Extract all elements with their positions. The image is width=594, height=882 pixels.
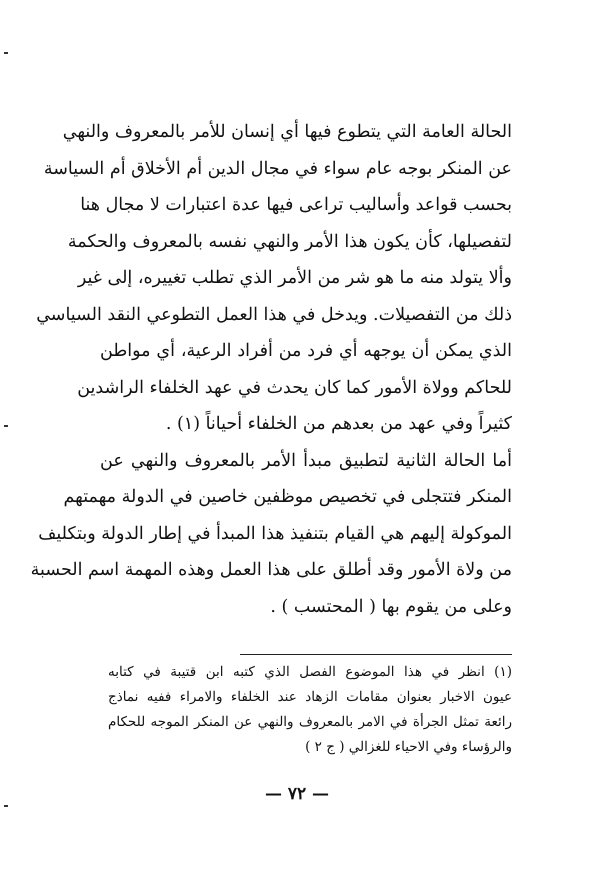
text-line: لتفصيلها، كأن يكون هذا الأمر والنهي نفسه بالمعروف والحكمة xyxy=(67,231,512,252)
text-line: بحسب قواعد وأساليب تراعى فيها عدة اعتبارات لا مجال هنا xyxy=(80,195,512,215)
text-line: ذلك من التفصيلات. ويدخل في هذا العمل التطوعي النقد السياسي xyxy=(36,304,512,325)
text-line: الموكولة إليهم هي القيام بتنفيذ هذا المبدأ في إطار الدولة وبتكليف xyxy=(38,523,512,544)
text-line: وألا يتولد منه ما هو شر من الأمر الذي تطلب تغييره، إلى غير xyxy=(77,268,512,288)
text-line: الذي يمكن أن يوجهه أي فرد من أفراد الرعية، أي مواطن xyxy=(100,341,512,361)
text-line: عن المنكر بوجه عام سواء في مجال الدين أم الأخلاق أم السياسة xyxy=(43,158,512,179)
footnote xyxy=(108,660,512,760)
text-line: من ولاة الأمور وقد أطلق على هذا العمل وهذه المهمة اسم الحسبة xyxy=(30,560,512,580)
footnote-line: (١) انظر في هذا الموضوع الفصل الذي كتبه ابن قتيبة في كتابه xyxy=(108,664,512,680)
footnote-line: والرؤساء وفي الاحياء للغزالي ( ج ٢ ) xyxy=(305,739,512,755)
scan-mark xyxy=(4,805,8,807)
text-line: للحاكم وولاة الأمور كما كان يحدث في عهد الخلفاء الراشدين xyxy=(77,377,512,398)
scan-mark xyxy=(4,52,8,54)
footnote-line: عيون الاخبار بعنوان مقامات الزهاد عند الخلفاء والامراء ففيه نماذج xyxy=(108,689,512,705)
text-line: الحالة العامة التي يتطوع فيها أي إنسان للأمر بالمعروف والنهي xyxy=(62,122,512,142)
footnote-line: رائعة تمثل الجرأة في الامر بالمعروف والنهي عن المنكر الموجه للحكام xyxy=(108,714,512,730)
text-line: كثيراً وفي عهد من بعدهم من الخلفاء أحياناً (١) . xyxy=(165,414,512,434)
text-line: أما الحالة الثانية لتطبيق مبدأ الأمر بالمعروف والنهي عن xyxy=(100,450,512,471)
footnote-separator xyxy=(240,654,512,655)
text-line: وعلى من يقوم بها ( المحتسب ) . xyxy=(270,596,512,617)
scan-mark xyxy=(4,425,8,427)
text-line: المنكر فتتجلى في تخصيص موظفين خاصين في الدولة مهمتهم xyxy=(63,487,512,507)
page-number: — ٧٢ — xyxy=(264,784,330,804)
main-text xyxy=(30,114,512,625)
